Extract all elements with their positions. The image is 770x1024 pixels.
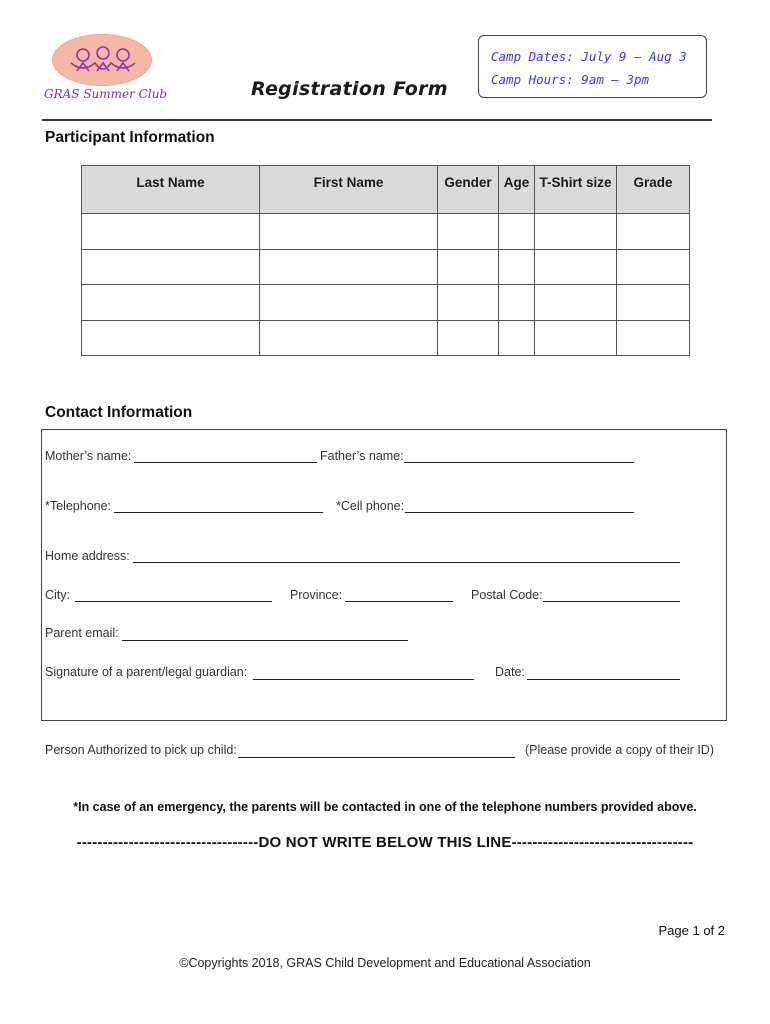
mothers-name-field[interactable] — [134, 462, 317, 463]
age-cell[interactable] — [499, 249, 535, 285]
grade-cell[interactable] — [617, 320, 690, 356]
column-header-grade: Grade — [617, 166, 690, 214]
tshirt-size-cell[interactable] — [535, 214, 617, 250]
province-field[interactable] — [345, 601, 453, 602]
table-row — [82, 320, 690, 356]
fathers-name-label: Father’s name: — [320, 449, 404, 463]
authorized-id-note: (Please provide a copy of their ID) — [525, 743, 714, 757]
grade-cell[interactable] — [617, 285, 690, 321]
first-name-cell[interactable] — [260, 320, 438, 356]
parent-email-field[interactable] — [122, 640, 408, 641]
table-row — [82, 249, 690, 285]
emergency-note: *In case of an emergency, the parents will be contacted in one of the telephone numbers provided above. — [73, 800, 697, 814]
page-number: Page 1 of 2 — [658, 923, 725, 938]
tshirt-size-cell[interactable] — [535, 285, 617, 321]
mothers-name-label: Mother’s name: — [45, 449, 132, 463]
camp-hours: Camp Hours: 9am – 3pm — [491, 72, 650, 87]
postal-code-field[interactable] — [543, 601, 680, 602]
cell-phone-field[interactable] — [405, 512, 634, 513]
gender-cell[interactable] — [438, 249, 499, 285]
telephone-label: *Telephone: — [45, 499, 112, 513]
tshirt-size-cell[interactable] — [535, 320, 617, 356]
table-row — [82, 285, 690, 321]
last-name-cell[interactable] — [82, 214, 260, 250]
table-row — [82, 214, 690, 250]
authorized-person-label: Person Authorized to pick up child: — [45, 743, 237, 757]
signature-field[interactable] — [253, 679, 474, 680]
grade-cell[interactable] — [617, 214, 690, 250]
date-field[interactable] — [527, 679, 680, 680]
signature-label: Signature of a parent/legal guardian: — [45, 665, 248, 679]
home-address-field[interactable] — [133, 562, 680, 563]
first-name-cell[interactable] — [260, 214, 438, 250]
column-header-last-name: Last Name — [82, 166, 260, 214]
gender-cell[interactable] — [438, 285, 499, 321]
age-cell[interactable] — [499, 214, 535, 250]
postal-code-label: Postal Code: — [471, 588, 543, 602]
grade-cell[interactable] — [617, 249, 690, 285]
fathers-name-field[interactable] — [404, 462, 634, 463]
logo-figures-icon — [53, 35, 153, 87]
column-header-age: Age — [499, 166, 535, 214]
gender-cell[interactable] — [438, 320, 499, 356]
club-logo — [52, 34, 152, 86]
header-divider — [42, 119, 712, 121]
last-name-cell[interactable] — [82, 285, 260, 321]
tshirt-size-cell[interactable] — [535, 249, 617, 285]
column-header-gender: Gender — [438, 166, 499, 214]
home-address-label: Home address: — [45, 549, 130, 563]
date-label: Date: — [495, 665, 525, 679]
first-name-cell[interactable] — [260, 285, 438, 321]
city-field[interactable] — [75, 601, 272, 602]
column-header-tshirt-size: T-Shirt size — [535, 166, 617, 214]
logo-text: GRAS Summer Club — [44, 87, 168, 101]
cell-phone-label: *Cell phone: — [336, 499, 405, 513]
parent-email-label: Parent email: — [45, 626, 119, 640]
first-name-cell[interactable] — [260, 249, 438, 285]
telephone-field[interactable] — [114, 512, 323, 513]
participant-table — [81, 165, 690, 356]
camp-info-box — [478, 35, 707, 98]
camp-dates: Camp Dates: July 9 – Aug 3 — [491, 49, 687, 64]
form-title: Registration Form — [251, 78, 448, 100]
last-name-cell[interactable] — [82, 320, 260, 356]
column-header-first-name: First Name — [260, 166, 438, 214]
authorized-person-field[interactable] — [238, 757, 515, 758]
province-label: Province: — [290, 588, 343, 602]
last-name-cell[interactable] — [82, 249, 260, 285]
contact-section-title: Contact Information — [45, 404, 193, 421]
table-header-row — [82, 166, 690, 214]
city-label: City: — [45, 588, 70, 602]
gender-cell[interactable] — [438, 214, 499, 250]
participant-section-title: Participant Information — [45, 129, 215, 146]
age-cell[interactable] — [499, 320, 535, 356]
copyright-footer: ©Copyrights 2018, GRAS Child Development and Educational Association — [179, 956, 591, 970]
do-not-write-divider: -----------------------------------DO NOT WRITE BELOW THIS LINE----------------------------------- — [76, 834, 694, 851]
age-cell[interactable] — [499, 285, 535, 321]
